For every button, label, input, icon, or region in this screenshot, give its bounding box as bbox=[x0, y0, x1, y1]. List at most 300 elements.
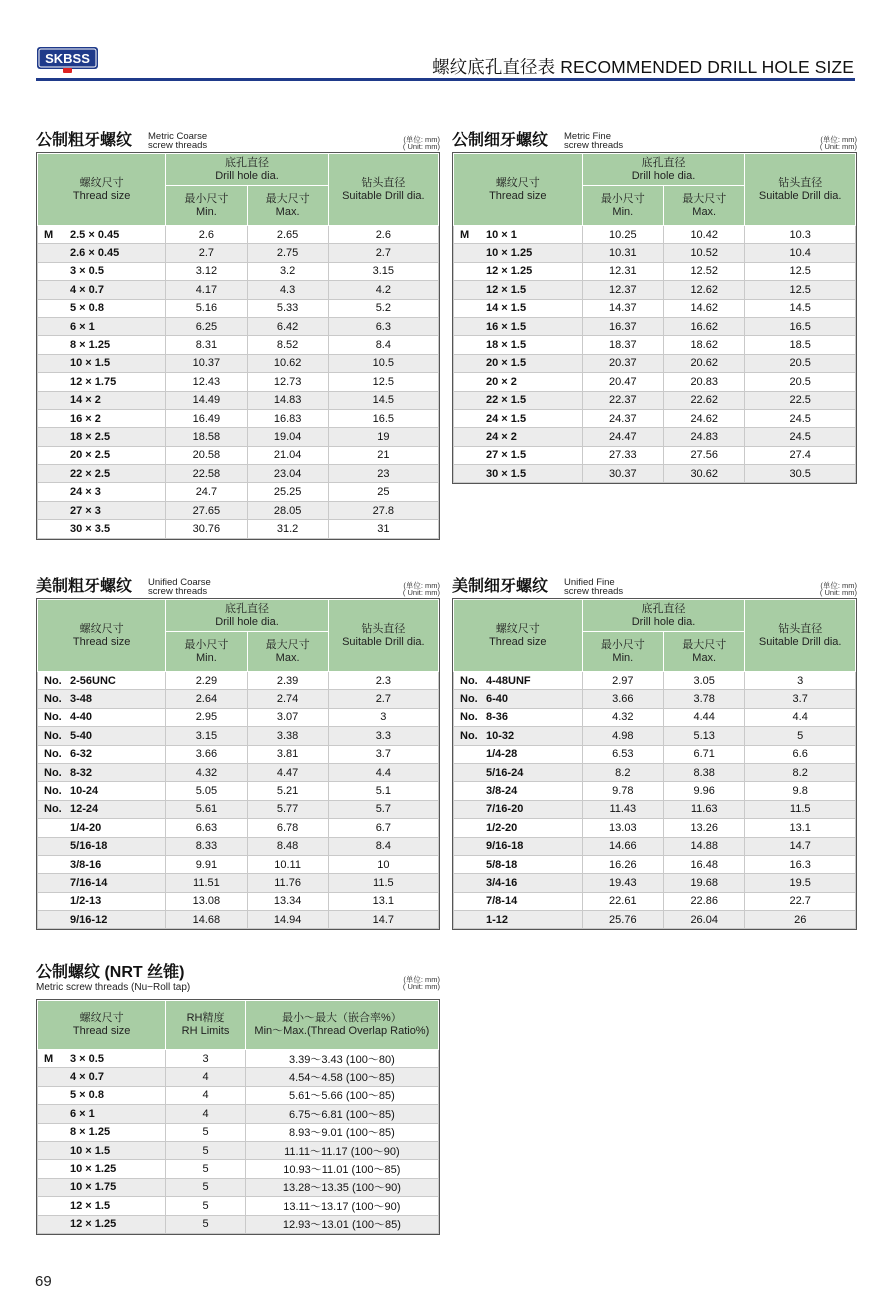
table-row bbox=[38, 465, 439, 483]
table-row bbox=[454, 465, 856, 483]
thread-size-cell bbox=[38, 782, 166, 800]
table-row bbox=[38, 874, 439, 892]
header-max: 最大尺寸 Max. bbox=[664, 632, 745, 672]
table-row bbox=[454, 819, 856, 837]
min-dia-cell: 3.66 bbox=[166, 745, 247, 763]
drill-dia-cell: 20.5 bbox=[745, 373, 856, 391]
range-cell: 5.61～5.66 (100～85) bbox=[245, 1086, 438, 1104]
max-dia-cell: 14.94 bbox=[247, 911, 328, 929]
section-header bbox=[452, 130, 857, 152]
section-title-cn: 公制细牙螺纹 bbox=[452, 132, 549, 149]
thread-size-cell bbox=[38, 373, 166, 391]
thread-prefix: No. bbox=[460, 693, 478, 706]
max-dia-cell: 16.62 bbox=[664, 317, 745, 335]
min-dia-cell: 25.76 bbox=[582, 911, 663, 929]
unified-fine-section bbox=[452, 576, 857, 930]
thread-spec: 18 × 2.5 bbox=[70, 430, 111, 443]
min-dia-cell: 20.58 bbox=[166, 446, 247, 464]
max-dia-cell: 4.44 bbox=[664, 708, 745, 726]
thread-spec: 5 × 0.8 bbox=[70, 302, 104, 315]
thread-size-cell bbox=[38, 1068, 166, 1086]
drill-dia-cell: 8.4 bbox=[328, 336, 438, 354]
thread-prefix: No. bbox=[460, 729, 478, 742]
min-dia-cell: 18.58 bbox=[166, 428, 247, 446]
thread-spec: 7/16-20 bbox=[486, 803, 524, 816]
drill-dia-cell: 11.5 bbox=[745, 800, 856, 818]
thread-size-cell bbox=[454, 819, 583, 837]
table-row bbox=[454, 409, 856, 427]
max-dia-cell: 10.62 bbox=[247, 354, 328, 372]
max-dia-cell: 3.2 bbox=[247, 262, 328, 280]
drill-dia-cell: 24.5 bbox=[745, 409, 856, 427]
thread-size-cell bbox=[38, 409, 166, 427]
nrt-table bbox=[36, 999, 440, 1235]
thread-spec: 2.5 × 0.45 bbox=[70, 228, 120, 241]
section-title-en: Unified Fine screw threads bbox=[564, 577, 624, 597]
thread-spec: 12 × 1.75 bbox=[70, 375, 117, 388]
min-dia-cell: 4.17 bbox=[166, 281, 247, 299]
header-divider bbox=[36, 78, 855, 81]
drill-dia-cell: 10.5 bbox=[328, 354, 438, 372]
range-cell: 13.11～13.17 (100～90) bbox=[245, 1197, 438, 1215]
rh-limit-cell: 3 bbox=[166, 1050, 245, 1068]
min-dia-cell: 3.66 bbox=[582, 690, 663, 708]
thread-spec: 9/16-12 bbox=[70, 913, 108, 926]
table-row bbox=[38, 708, 439, 726]
thread-spec: 12 × 1.25 bbox=[486, 265, 533, 278]
max-dia-cell: 8.38 bbox=[664, 763, 745, 781]
drill-dia-cell: 12.5 bbox=[745, 262, 856, 280]
drill-dia-cell: 4.2 bbox=[328, 281, 438, 299]
thread-spec: 5/8-18 bbox=[486, 858, 518, 871]
thread-prefix: M bbox=[44, 228, 54, 241]
thread-size-cell bbox=[454, 672, 583, 690]
thread-spec: 6-32 bbox=[70, 748, 93, 761]
thread-spec: 30 × 3.5 bbox=[70, 522, 111, 535]
header-max: 最大尺寸 Max. bbox=[664, 186, 745, 226]
max-dia-cell: 12.52 bbox=[664, 262, 745, 280]
header-suitable-drill: 钻头直径 Suitable Drill dia. bbox=[745, 154, 856, 226]
max-dia-cell: 8.52 bbox=[247, 336, 328, 354]
drill-dia-cell: 22.5 bbox=[745, 391, 856, 409]
min-dia-cell: 24.7 bbox=[166, 483, 247, 501]
thread-size-cell bbox=[454, 837, 583, 855]
min-dia-cell: 2.95 bbox=[166, 708, 247, 726]
thread-size-cell bbox=[38, 672, 166, 690]
max-dia-cell: 4.47 bbox=[247, 763, 328, 781]
drill-dia-cell: 8.2 bbox=[745, 763, 856, 781]
drill-dia-cell: 2.7 bbox=[328, 690, 438, 708]
max-dia-cell: 24.62 bbox=[664, 409, 745, 427]
thread-spec: 7/8-14 bbox=[486, 895, 518, 908]
header-thread-size: 螺纹尺寸 Thread size bbox=[454, 154, 583, 226]
drill-dia-cell: 3 bbox=[745, 672, 856, 690]
table-row bbox=[38, 1141, 439, 1159]
table-row bbox=[38, 281, 439, 299]
max-dia-cell: 12.73 bbox=[247, 373, 328, 391]
thread-size-cell bbox=[454, 317, 583, 335]
thread-spec: 22 × 2.5 bbox=[70, 467, 111, 480]
rh-limit-cell: 4 bbox=[166, 1068, 245, 1086]
range-cell: 13.28～13.35 (100～90) bbox=[245, 1178, 438, 1196]
drill-dia-cell: 14.7 bbox=[328, 911, 438, 929]
thread-spec: 3/8-24 bbox=[486, 785, 518, 798]
range-cell: 11.11～11.17 (100～90) bbox=[245, 1141, 438, 1159]
drill-dia-cell: 20.5 bbox=[745, 354, 856, 372]
max-dia-cell: 20.62 bbox=[664, 354, 745, 372]
table-row bbox=[38, 800, 439, 818]
min-dia-cell: 14.66 bbox=[582, 837, 663, 855]
thread-size-cell bbox=[38, 336, 166, 354]
table-row bbox=[38, 837, 439, 855]
page-number: 69 bbox=[35, 1273, 52, 1290]
drill-dia-cell: 30.5 bbox=[745, 465, 856, 483]
min-dia-cell: 5.05 bbox=[166, 782, 247, 800]
header-max: 最大尺寸 Max. bbox=[247, 186, 328, 226]
thread-spec: 10 × 1.5 bbox=[70, 357, 111, 370]
table-row bbox=[454, 428, 856, 446]
max-dia-cell: 21.04 bbox=[247, 446, 328, 464]
thread-prefix: No. bbox=[44, 766, 62, 779]
thread-size-cell bbox=[454, 690, 583, 708]
max-dia-cell: 13.34 bbox=[247, 892, 328, 910]
thread-size-cell bbox=[38, 428, 166, 446]
min-dia-cell: 11.43 bbox=[582, 800, 663, 818]
max-dia-cell: 9.96 bbox=[664, 782, 745, 800]
thread-spec: 10 × 1 bbox=[486, 228, 517, 241]
drill-dia-cell: 10.3 bbox=[745, 226, 856, 244]
min-dia-cell: 2.64 bbox=[166, 690, 247, 708]
max-dia-cell: 4.3 bbox=[247, 281, 328, 299]
thread-size-cell bbox=[454, 409, 583, 427]
thread-size-cell bbox=[38, 690, 166, 708]
min-dia-cell: 24.37 bbox=[582, 409, 663, 427]
thread-size-cell bbox=[38, 446, 166, 464]
drill-dia-cell: 2.6 bbox=[328, 226, 438, 244]
thread-size-cell bbox=[454, 763, 583, 781]
thread-size-cell bbox=[454, 299, 583, 317]
table-row bbox=[454, 800, 856, 818]
thread-size-cell bbox=[38, 483, 166, 501]
min-dia-cell: 2.29 bbox=[166, 672, 247, 690]
drill-dia-cell: 5 bbox=[745, 727, 856, 745]
table-row bbox=[454, 855, 856, 873]
thread-size-cell bbox=[38, 874, 166, 892]
max-dia-cell: 2.75 bbox=[247, 244, 328, 262]
max-dia-cell: 10.42 bbox=[664, 226, 745, 244]
thread-size-cell bbox=[454, 855, 583, 873]
min-dia-cell: 5.16 bbox=[166, 299, 247, 317]
drill-dia-cell: 5.2 bbox=[328, 299, 438, 317]
thread-spec: 6 × 1 bbox=[70, 1107, 95, 1120]
table-row bbox=[38, 911, 439, 929]
table-row bbox=[38, 819, 439, 837]
unified-fine-table bbox=[452, 598, 857, 930]
drill-dia-cell: 9.8 bbox=[745, 782, 856, 800]
thread-spec: 27 × 1.5 bbox=[486, 449, 527, 462]
thread-spec: 20 × 2 bbox=[486, 375, 517, 388]
section-header bbox=[36, 963, 440, 993]
max-dia-cell: 3.78 bbox=[664, 690, 745, 708]
range-cell: 3.39～3.43 (100～80) bbox=[245, 1050, 438, 1068]
table-row bbox=[38, 520, 439, 538]
drill-dia-cell: 27.4 bbox=[745, 446, 856, 464]
thread-size-cell bbox=[454, 446, 583, 464]
max-dia-cell: 2.74 bbox=[247, 690, 328, 708]
max-dia-cell: 6.71 bbox=[664, 745, 745, 763]
min-dia-cell: 10.37 bbox=[166, 354, 247, 372]
section-title-cn: 美制细牙螺纹 bbox=[452, 578, 549, 595]
table-row bbox=[38, 262, 439, 280]
thread-spec: 1/4-28 bbox=[486, 748, 518, 761]
drill-dia-cell: 3.7 bbox=[745, 690, 856, 708]
max-dia-cell: 28.05 bbox=[247, 501, 328, 519]
max-dia-cell: 24.83 bbox=[664, 428, 745, 446]
thread-prefix: No. bbox=[44, 729, 62, 742]
drill-dia-cell: 3 bbox=[328, 708, 438, 726]
thread-size-cell bbox=[38, 1123, 166, 1141]
min-dia-cell: 20.37 bbox=[582, 354, 663, 372]
rh-limit-cell: 4 bbox=[166, 1086, 245, 1104]
thread-spec: 8 × 1.25 bbox=[70, 339, 111, 352]
table-row bbox=[454, 708, 856, 726]
thread-size-cell bbox=[454, 708, 583, 726]
drill-dia-cell: 10 bbox=[328, 855, 438, 873]
min-dia-cell: 2.6 bbox=[166, 226, 247, 244]
min-dia-cell: 16.49 bbox=[166, 409, 247, 427]
min-dia-cell: 10.31 bbox=[582, 244, 663, 262]
min-dia-cell: 30.76 bbox=[166, 520, 247, 538]
max-dia-cell: 11.76 bbox=[247, 874, 328, 892]
logo-text: SKBSS bbox=[45, 51, 90, 66]
header-thread-size: 螺纹尺寸 Thread size bbox=[38, 1001, 166, 1050]
thread-spec: 5-40 bbox=[70, 729, 93, 742]
drill-dia-cell: 16.3 bbox=[745, 855, 856, 873]
drill-dia-cell: 12.5 bbox=[328, 373, 438, 391]
thread-prefix: M bbox=[460, 228, 470, 241]
min-dia-cell: 6.53 bbox=[582, 745, 663, 763]
thread-size-cell bbox=[38, 244, 166, 262]
thread-size-cell bbox=[38, 763, 166, 781]
thread-spec: 9/16-18 bbox=[486, 840, 524, 853]
unit-label: (单位: mm) ( Unit: mm) bbox=[819, 581, 857, 597]
thread-size-cell bbox=[454, 800, 583, 818]
table-row bbox=[454, 336, 856, 354]
max-dia-cell: 27.56 bbox=[664, 446, 745, 464]
thread-spec: 16 × 2 bbox=[70, 412, 101, 425]
drill-dia-cell: 18.5 bbox=[745, 336, 856, 354]
drill-dia-cell: 2.7 bbox=[328, 244, 438, 262]
header-drill-hole: 底孔直径 Drill hole dia. bbox=[582, 600, 745, 632]
thread-spec: 4 × 0.7 bbox=[70, 283, 104, 296]
thread-spec: 1-12 bbox=[486, 913, 509, 926]
thread-size-cell bbox=[38, 1050, 166, 1068]
max-dia-cell: 5.13 bbox=[664, 727, 745, 745]
max-dia-cell: 6.78 bbox=[247, 819, 328, 837]
min-dia-cell: 4.32 bbox=[166, 763, 247, 781]
thread-size-cell bbox=[454, 428, 583, 446]
min-dia-cell: 14.68 bbox=[166, 911, 247, 929]
thread-size-cell bbox=[38, 892, 166, 910]
table-row bbox=[38, 317, 439, 335]
thread-size-cell bbox=[38, 317, 166, 335]
thread-size-cell bbox=[454, 465, 583, 483]
table-row bbox=[38, 446, 439, 464]
table-row bbox=[38, 745, 439, 763]
thread-spec: 3/4-16 bbox=[486, 876, 518, 889]
max-dia-cell: 31.2 bbox=[247, 520, 328, 538]
thread-size-cell bbox=[454, 244, 583, 262]
thread-size-cell bbox=[38, 501, 166, 519]
section-title-en: Metric screw threads (Nu−Roll tap) bbox=[36, 982, 191, 993]
min-dia-cell: 2.7 bbox=[166, 244, 247, 262]
thread-spec: 4-48UNF bbox=[486, 674, 531, 687]
table-row bbox=[38, 336, 439, 354]
max-dia-cell: 13.26 bbox=[664, 819, 745, 837]
unified-coarse-table bbox=[36, 598, 440, 930]
section-title-en: Metric Fine screw threads bbox=[564, 131, 624, 151]
drill-dia-cell: 24.5 bbox=[745, 428, 856, 446]
drill-dia-cell: 19 bbox=[328, 428, 438, 446]
max-dia-cell: 5.33 bbox=[247, 299, 328, 317]
min-dia-cell: 27.65 bbox=[166, 501, 247, 519]
header-min: 最小尺寸 Min. bbox=[582, 186, 663, 226]
thread-prefix: No. bbox=[44, 748, 62, 761]
table-row bbox=[38, 299, 439, 317]
table-row bbox=[454, 690, 856, 708]
thread-spec: 10 × 1.25 bbox=[486, 247, 533, 260]
drill-dia-cell: 12.5 bbox=[745, 281, 856, 299]
drill-dia-cell: 5.7 bbox=[328, 800, 438, 818]
thread-size-cell bbox=[38, 465, 166, 483]
thread-size-cell bbox=[454, 281, 583, 299]
max-dia-cell: 10.11 bbox=[247, 855, 328, 873]
min-dia-cell: 8.33 bbox=[166, 837, 247, 855]
thread-spec: 1/4-20 bbox=[70, 821, 102, 834]
drill-dia-cell: 3.3 bbox=[328, 727, 438, 745]
drill-dia-cell: 11.5 bbox=[328, 874, 438, 892]
table-row bbox=[38, 1197, 439, 1215]
table-row bbox=[454, 391, 856, 409]
table-row bbox=[454, 446, 856, 464]
drill-dia-cell: 27.8 bbox=[328, 501, 438, 519]
thread-spec: 3 × 0.5 bbox=[70, 265, 104, 278]
drill-dia-cell: 14.5 bbox=[745, 299, 856, 317]
drill-dia-cell: 10.4 bbox=[745, 244, 856, 262]
page-title: 螺纹底孔直径表 RECOMMENDED DRILL HOLE SIZE bbox=[432, 57, 854, 77]
max-dia-cell: 19.68 bbox=[664, 874, 745, 892]
table-row bbox=[38, 1105, 439, 1123]
table-row bbox=[454, 874, 856, 892]
range-cell: 10.93～11.01 (100～85) bbox=[245, 1160, 438, 1178]
max-dia-cell: 11.63 bbox=[664, 800, 745, 818]
max-dia-cell: 10.52 bbox=[664, 244, 745, 262]
thread-spec: 16 × 1.5 bbox=[486, 320, 527, 333]
table-row bbox=[38, 1050, 439, 1068]
table-row bbox=[38, 226, 439, 244]
min-dia-cell: 19.43 bbox=[582, 874, 663, 892]
section-title-cn: 美制粗牙螺纹 bbox=[36, 578, 133, 595]
thread-spec: 12 × 1.25 bbox=[70, 1218, 117, 1231]
thread-size-cell bbox=[38, 299, 166, 317]
min-dia-cell: 12.37 bbox=[582, 281, 663, 299]
drill-dia-cell: 22.7 bbox=[745, 892, 856, 910]
max-dia-cell: 14.62 bbox=[664, 299, 745, 317]
thread-size-cell bbox=[38, 911, 166, 929]
thread-spec: 10-32 bbox=[486, 729, 515, 742]
max-dia-cell: 14.83 bbox=[247, 391, 328, 409]
max-dia-cell: 3.38 bbox=[247, 727, 328, 745]
min-dia-cell: 22.58 bbox=[166, 465, 247, 483]
min-dia-cell: 4.98 bbox=[582, 727, 663, 745]
thread-spec: 20 × 2.5 bbox=[70, 449, 111, 462]
table-row bbox=[454, 837, 856, 855]
table-row bbox=[38, 244, 439, 262]
metric-fine-table bbox=[452, 152, 857, 484]
table-row bbox=[38, 1215, 439, 1233]
max-dia-cell: 16.83 bbox=[247, 409, 328, 427]
table-row bbox=[38, 501, 439, 519]
min-dia-cell: 4.32 bbox=[582, 708, 663, 726]
drill-dia-cell: 4.4 bbox=[745, 708, 856, 726]
table-row bbox=[38, 428, 439, 446]
thread-spec: 5 × 0.8 bbox=[70, 1089, 104, 1102]
max-dia-cell: 18.62 bbox=[664, 336, 745, 354]
table-row bbox=[38, 763, 439, 781]
rh-limit-cell: 5 bbox=[166, 1160, 245, 1178]
max-dia-cell: 6.42 bbox=[247, 317, 328, 335]
drill-dia-cell: 3.7 bbox=[328, 745, 438, 763]
table-row bbox=[38, 354, 439, 372]
header-min: 最小尺寸 Min. bbox=[582, 632, 663, 672]
thread-spec: 24 × 3 bbox=[70, 486, 101, 499]
section-header bbox=[36, 130, 440, 152]
table-row bbox=[38, 1160, 439, 1178]
max-dia-cell: 20.83 bbox=[664, 373, 745, 391]
range-cell: 6.75～6.81 (100～85) bbox=[245, 1105, 438, 1123]
table-row bbox=[454, 354, 856, 372]
thread-spec: 27 × 3 bbox=[70, 504, 101, 517]
table-row bbox=[38, 483, 439, 501]
thread-size-cell bbox=[38, 800, 166, 818]
drill-dia-cell: 23 bbox=[328, 465, 438, 483]
drill-dia-cell: 2.3 bbox=[328, 672, 438, 690]
metric-coarse-section bbox=[36, 130, 440, 540]
thread-size-cell bbox=[38, 708, 166, 726]
drill-dia-cell: 13.1 bbox=[328, 892, 438, 910]
table-row bbox=[454, 763, 856, 781]
header-max: 最大尺寸 Max. bbox=[247, 632, 328, 672]
table-row bbox=[454, 262, 856, 280]
thread-spec: 8 × 1.25 bbox=[70, 1126, 111, 1139]
min-dia-cell: 6.63 bbox=[166, 819, 247, 837]
thread-spec: 24 × 2 bbox=[486, 430, 517, 443]
thread-size-cell bbox=[454, 911, 583, 929]
max-dia-cell: 5.77 bbox=[247, 800, 328, 818]
min-dia-cell: 13.03 bbox=[582, 819, 663, 837]
min-dia-cell: 8.2 bbox=[582, 763, 663, 781]
min-dia-cell: 22.61 bbox=[582, 892, 663, 910]
header-min: 最小尺寸 Min. bbox=[166, 186, 247, 226]
drill-dia-cell: 14.5 bbox=[328, 391, 438, 409]
table-row bbox=[454, 727, 856, 745]
section-title-en: Unified Coarse screw threads bbox=[148, 577, 211, 597]
table-row bbox=[38, 892, 439, 910]
thread-spec: 6-40 bbox=[486, 693, 509, 706]
table-row bbox=[38, 373, 439, 391]
unit-label: (单位: mm) ( Unit: mm) bbox=[402, 975, 440, 991]
thread-spec: 10-24 bbox=[70, 785, 99, 798]
